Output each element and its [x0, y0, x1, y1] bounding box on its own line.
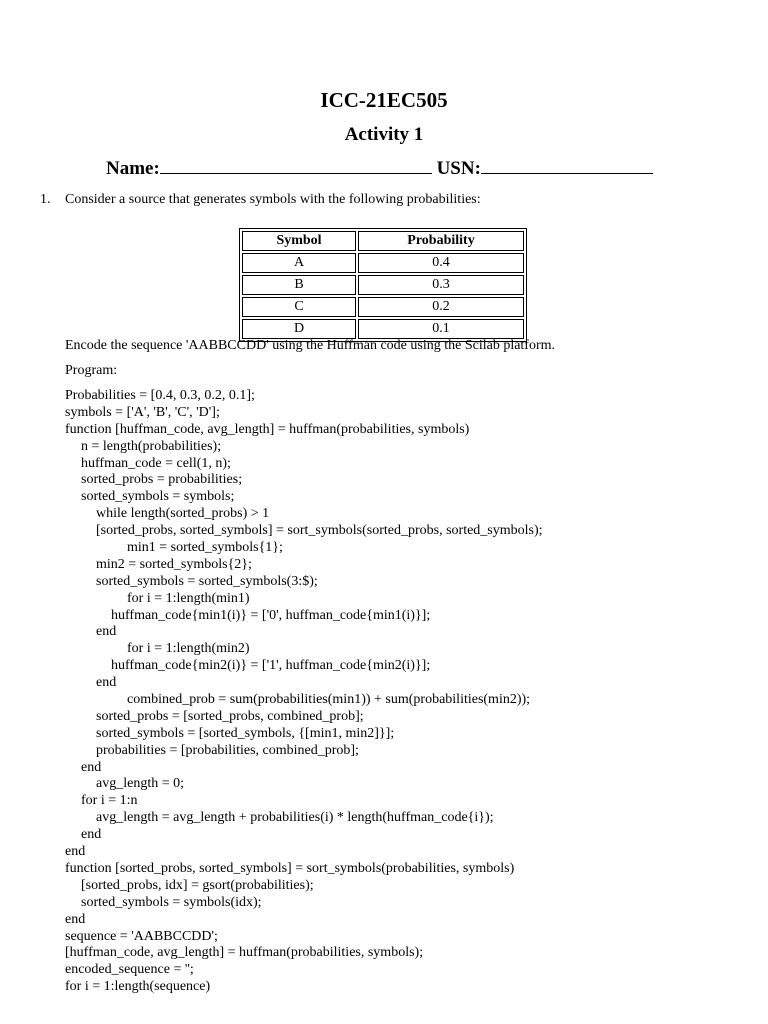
- code-line: function [sorted_probs, sorted_symbols] = sort_symbols(probabilities, symbols): [65, 860, 515, 876]
- question-1: [40, 192, 481, 208]
- code-line: for i = 1:length(sequence): [65, 979, 211, 995]
- code-line: sorted_symbols = symbols;: [81, 489, 235, 505]
- activity-title: Activity 1: [344, 124, 424, 145]
- usn-blank-line: [481, 172, 653, 174]
- code-line: [sorted_probs, idx] = gsort(probabilities);: [81, 877, 314, 893]
- code-line: for i = 1:length(min2): [127, 641, 250, 657]
- table-row: [242, 297, 524, 317]
- code-line: combined_prob = sum(probabilities(min1)) + sum(probabilities(min2));: [127, 692, 531, 708]
- code-line: end: [65, 911, 86, 927]
- code-line: huffman_code{min1(i)} = ['0', huffman_code{min1(i)}];: [111, 607, 431, 623]
- code-line: symbols = ['A', 'B', 'C', 'D'];: [65, 404, 220, 420]
- code-line: Probabilities = [0.4, 0.3, 0.2, 0.1];: [65, 388, 255, 403]
- table-row: [242, 275, 524, 295]
- code-line: avg_length = 0;: [96, 776, 184, 792]
- name-usn-line: [106, 158, 666, 180]
- code-line: end: [96, 675, 117, 691]
- code-line: end: [96, 624, 117, 640]
- code-line: min1 = sorted_symbols{1};: [127, 540, 283, 556]
- code-line: end: [65, 844, 86, 860]
- name-blank-line: [160, 172, 432, 174]
- code-line: min2 = sorted_symbols{2};: [96, 556, 252, 572]
- cell-symbol: D: [242, 319, 356, 339]
- code-line: for i = 1:length(min1): [127, 590, 250, 606]
- table-row: [242, 319, 524, 339]
- code-line: end: [81, 827, 102, 843]
- code-line: sorted_symbols = symbols(idx);: [81, 894, 262, 910]
- code-line: sequence = 'AABBCCDD';: [65, 928, 218, 944]
- code-line: [huffman_code, avg_length] = huffman(probabilities, symbols);: [65, 945, 424, 961]
- name-label: Name:: [106, 158, 160, 179]
- course-code: ICC-21EC505: [320, 88, 448, 112]
- cell-probability: 0.4: [358, 253, 524, 273]
- question-number: 1.: [40, 192, 51, 207]
- code-line: for i = 1:n: [81, 793, 138, 809]
- cell-probability: 0.2: [358, 297, 524, 317]
- usn-label: USN:: [436, 158, 481, 179]
- code-line: while length(sorted_probs) > 1: [96, 506, 270, 522]
- code-listing: [65, 388, 543, 996]
- instruction-text: Encode the sequence 'AABBCCDD' using the Huffman code using the Scilab platform.: [65, 338, 556, 353]
- code-line: huffman_code = cell(1, n);: [81, 455, 231, 471]
- cell-probability: 0.3: [358, 275, 524, 295]
- code-line: n = length(probabilities);: [81, 438, 222, 454]
- probability-table: [239, 228, 527, 342]
- code-line: sorted_probs = probabilities;: [81, 472, 243, 488]
- code-line: function [huffman_code, avg_length] = huffman(probabilities, symbols): [65, 421, 470, 437]
- cell-probability: 0.1: [358, 319, 524, 339]
- code-line: end: [81, 759, 102, 775]
- code-line: sorted_symbols = [sorted_symbols, {[min1, min2]}];: [96, 725, 395, 741]
- table-row: [242, 253, 524, 273]
- cell-symbol: A: [242, 253, 356, 273]
- cell-symbol: B: [242, 275, 356, 295]
- header-probability: Probability: [358, 231, 524, 251]
- code-line: [sorted_probs, sorted_symbols] = sort_symbols(sorted_probs, sorted_symbols);: [96, 523, 543, 539]
- table-header-row: [242, 231, 524, 251]
- program-label: Program:: [65, 363, 118, 378]
- code-line: sorted_probs = [sorted_probs, combined_prob];: [96, 708, 364, 724]
- code-line: huffman_code{min2(i)} = ['1', huffman_code{min2(i)}];: [111, 658, 431, 674]
- code-line: probabilities = [probabilities, combined_prob];: [96, 742, 359, 758]
- code-line: avg_length = avg_length + probabilities(i) * length(huffman_code{i});: [96, 810, 494, 826]
- cell-symbol: C: [242, 297, 356, 317]
- header-symbol: Symbol: [242, 231, 356, 251]
- code-line: encoded_sequence = '';: [65, 962, 194, 978]
- code-line: sorted_symbols = sorted_symbols(3:$);: [96, 573, 318, 589]
- question-text: Consider a source that generates symbols with the following probabilities:: [65, 192, 481, 207]
